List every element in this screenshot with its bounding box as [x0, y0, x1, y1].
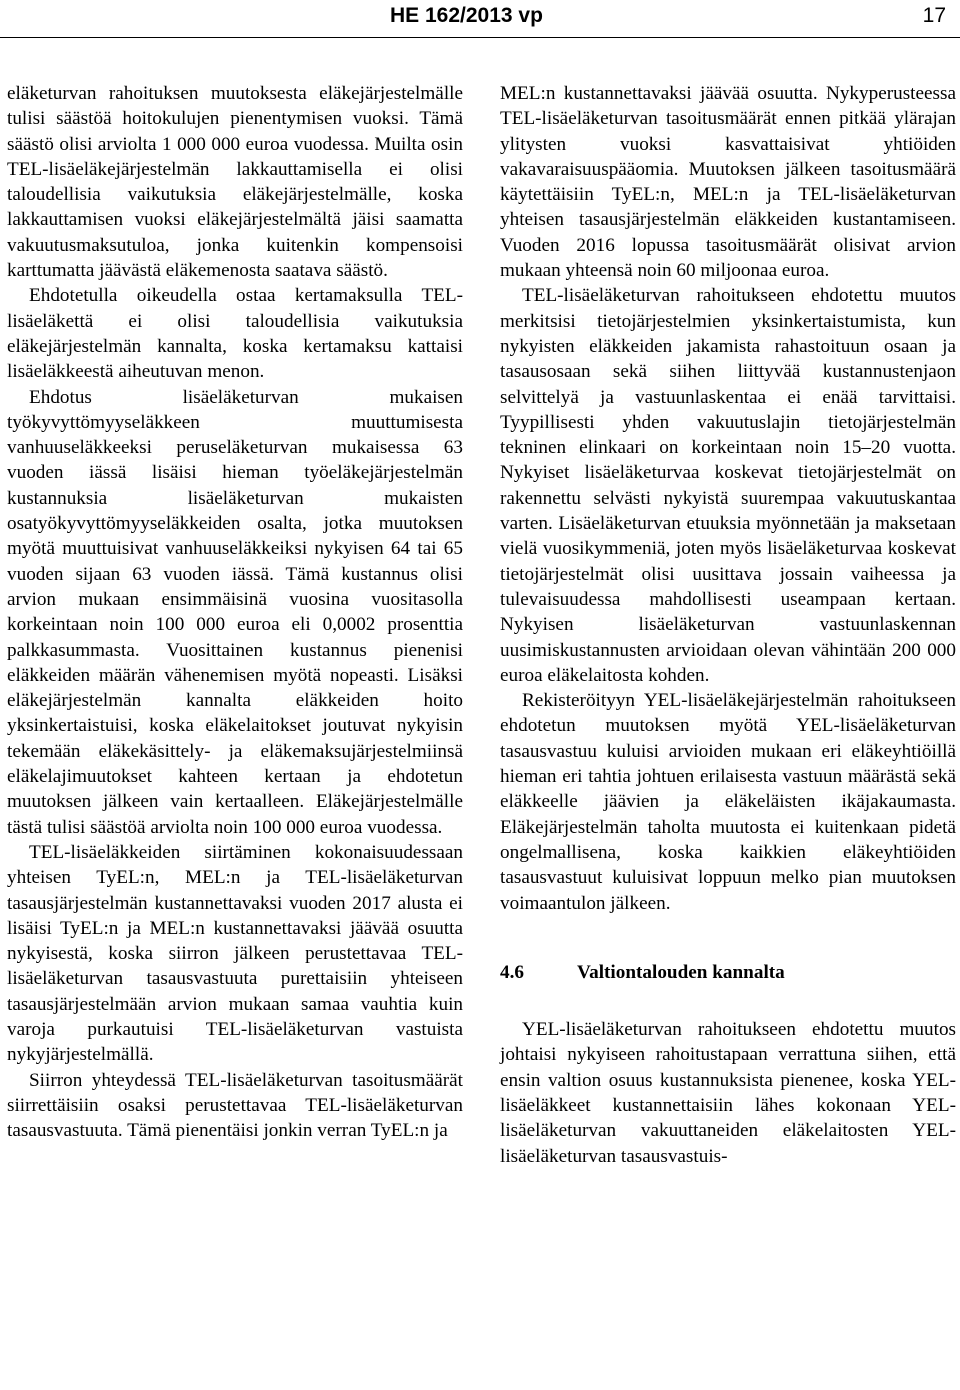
left-column [7, 81, 463, 1143]
paragraph: Ehdotetulla oikeudella ostaa kertamaksulla TEL-lisäeläkettä ei olisi taloudellisia vaikutuksia eläkejärjestelmän kannalta, koska kertamaksu kattaisi lisäeläkkeestä aiheutuvan menon. [7, 285, 463, 383]
section-heading [500, 960, 956, 985]
header-rule [0, 37, 960, 38]
paragraph: TEL-lisäeläketurvan rahoitukseen ehdotettu muutos merkitsisi tietojärjestelmien yksinkertaistumista, kun nykyisten eläkkeiden jakamista rahastoituun osaan ja tasausosaan sekä siihen liittyvää kustannustenjaon selvittelyä ja vastuunlaskentaa ei enää tarvittaisi. Tyypillisesti yhden vakuutuslajin tietojärjestelmän tekninen elinkaari on korkeintaan noin 15–20 vuotta. Nykyiset lisäeläketurvaa koskevat tietojärjestelmät on rakennettu selvästi nykyistä suurempaa vakuutuskantaa varten. Lisäeläketurvan etuuksia myönnetään ja maksetaan vielä vuosikymmeniä, joten myös lisäeläketurvaa koskevat tietojärjestelmät olisi uusittava jossain vaiheessa ja tulevaisuudessa mahdollisesti useampaan kertaan. Nykyisen lisäeläketurvan vastuunlaskennan uusimiskustannusten arvioidaan olevan vähintään 200 000 euroa eläkelaitosta kohden. [500, 285, 956, 686]
page-header [0, 0, 960, 38]
section-number: 4.6 [500, 961, 524, 983]
paragraph: eläketurvan rahoituksen muutoksesta eläkejärjestelmälle tulisi säästöä hoitokulujen pienentymisen vuoksi. Tämä säästö olisi arviolta 1 000 000 euroa vuodessa. Muilta osin TEL-lisäeläkejärjestelmän lakkauttamisella ei olisi taloudellisia vaikutuksia eläkejärjestelmälle, koska lakkauttamisen vuoksi eläkejärjestelmältä jäisi saamatta vakuutusmaksutuloa, jonka kuitenkin kompensoisi karttumatta jäävästä eläkemenosta saatava säästö. [7, 83, 463, 282]
paragraph: Siirron yhteydessä TEL-lisäeläketurvan tasoitusmäärät siirrettäisiin osaksi perustettavaa TEL-lisäeläketurvan tasausvastuuta. Tämä pienentäisi jonkin verran TyEL:n ja [7, 1069, 463, 1142]
section-title: Valtiontalouden kannalta [577, 961, 785, 983]
paragraph: MEL:n kustannettavaksi jäävää osuutta. Nykyperusteessa TEL-lisäeläketurvan tasoitusmäärät ennen pitkää ylärajan ylitysten vuoksi kasvattaisivat yhtiöiden vakavaraisuuspääomia. Muutoksen jälkeen tasoitusmäärä käytettäisiin TyEL:n, MEL:n ja TEL-lisäeläketurvan yhteisen tasausjärjestelmän eläkkeiden kustantamiseen. Vuoden 2016 lopussa tasoitusmäärät olisivat arvion mukaan yhteensä noin 60 miljoonaa euroa. [500, 83, 956, 282]
right-column [500, 81, 956, 1169]
document-id: HE 162/2013 vp [390, 4, 543, 27]
paragraph: YEL-lisäeläketurvan rahoitukseen ehdotettu muutos johtaisi nykyiseen rahoitustapaan verrattuna siihen, että ensin valtion osuus kustannuksista pienenee, koska YEL-lisäeläkkeet kustannettaisiin lähes kokonaan YEL-lisäeläketurvan vakuuttaneiden eläkelaitosten YEL-lisäeläketurvan tasausvastuis- [500, 1019, 956, 1167]
page-number: 17 [922, 4, 946, 27]
paragraph: Ehdotus lisäeläketurvan mukaisen työkyvyttömyyseläkkeen muuttumisesta vanhuuseläkkeeksi peruseläketurvan mukaisessa 63 vuoden iässä lisäisi hieman työeläkejärjestelmän kustannuksia lisäeläketurvan mukaisten osatyökyvyttömyyseläkkeiden osalta, jotka muutoksen myötä muuttuisivat vanhuuseläkkeiksi nykyisen 64 tai 65 vuoden sijaan 63 vuoden iässä. Tämä kustannus olisi arvion mukaan ensimmäisinä vuosina vuositasolla korkeintaan noin 100 000 euroa eli 0,0002 prosenttia palkkasummasta. Vuosittainen kustannus pienenisi eläkkeiden määrän vähenemisen myötä nopeasti. Lisäksi eläkejärjestelmän kannalta eläkkeiden hoito yksinkertaistuisi, koska eläkelaitokset joutuvat nykyisin tekemään eläkekäsittely- ja eläkemaksujärjestelmiinsä eläkelajimuutokset kahteen kertaan ja ehdotetun muutoksen jälkeen vain kertaalleen. Eläkejärjestelmälle tästä tulisi säästöä arviolta noin 100 000 euroa vuodessa. [7, 386, 463, 838]
paragraph: TEL-lisäeläkkeiden siirtäminen kokonaisuudessaan yhteisen TyEL:n, MEL:n ja TEL-lisäeläketurvan tasausjärjestelmän kustannettavaksi vuoden 2017 alusta ei lisäisi TyEL:n ja MEL:n kustannettavaksi jäävää osuutta nykyisestä, koska siirron jälkeen perustettavaa TEL-lisäeläketurvan tasausvastuuta purettaisiin yhteiseen tasausjärjestelmään arvion mukaan samaa vauhtia kuin varoja purkautuisi TEL-lisäeläketurvan vastuista nykyjärjestelmällä. [7, 841, 463, 1066]
paragraph: Rekisteröityyn YEL-lisäeläkejärjestelmän rahoitukseen ehdotetun muutoksen myötä YEL-lisäeläketurvan tasausvastuu kuluisi arvioiden mukaan eri eläkeyhtiöillä hieman eri tahtia johtuen erilaisesta vastuun määrästä sekä eläkkeelle jäävien ja eläkeläisten ikäjakaumasta. Eläkejärjestelmän taholta muutosta ei kuitenkaan pidetä ongelmallisena, koska kaikkien eläkeyhtiöiden tasausvastuut kuluisivat loppuun melko pian muutoksen voimaantulon jälkeen. [500, 690, 956, 914]
